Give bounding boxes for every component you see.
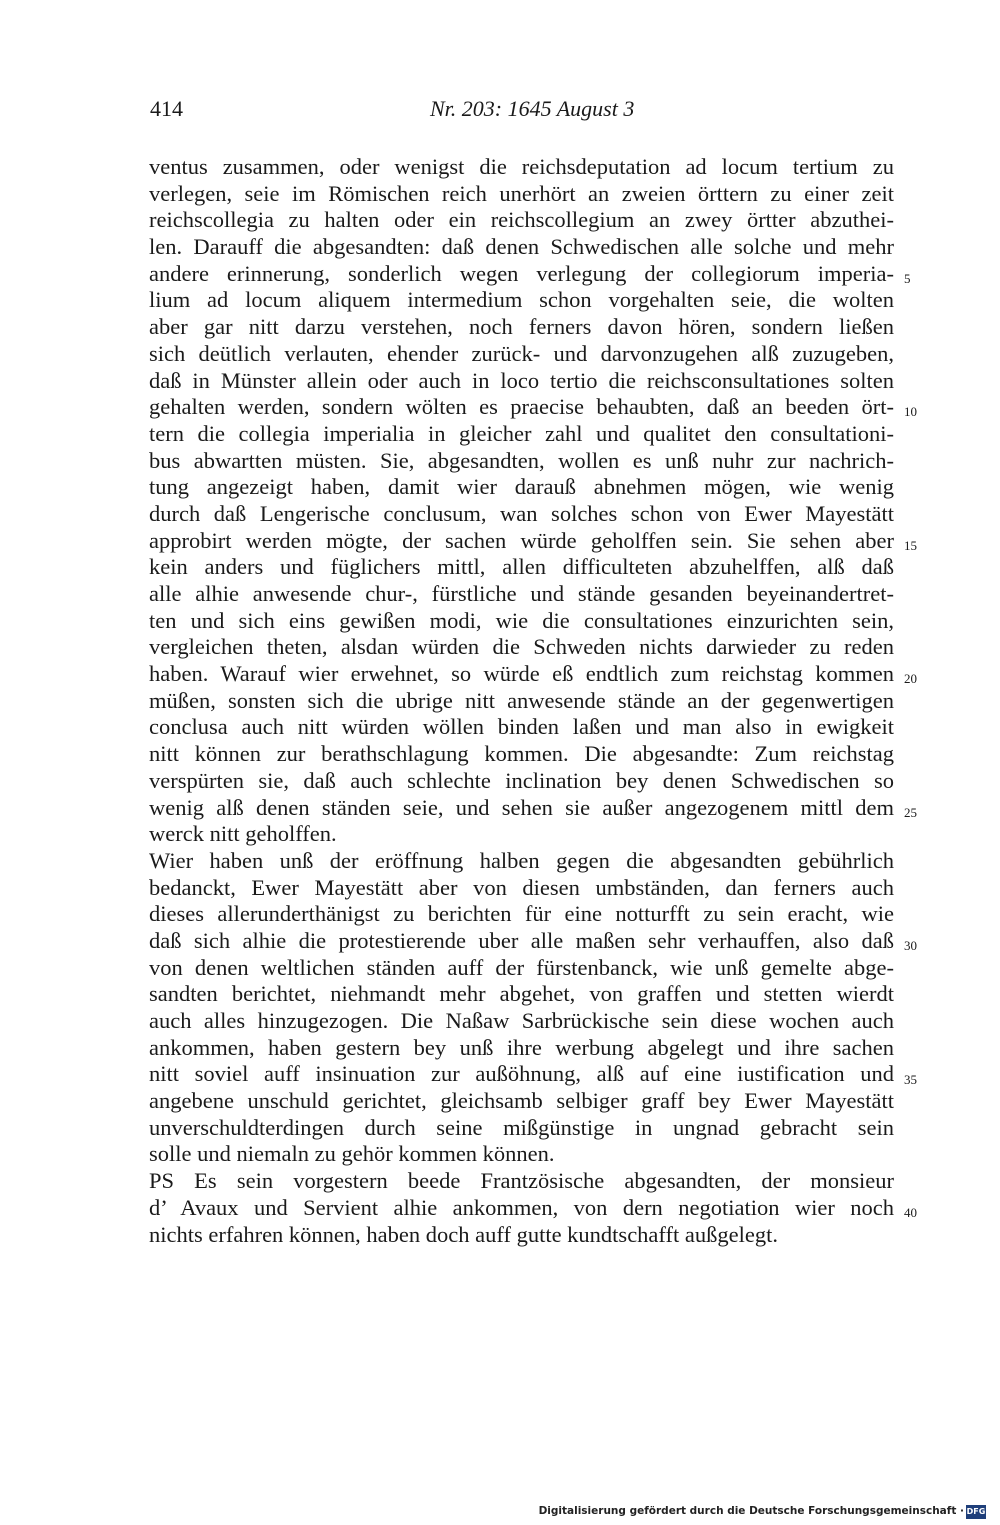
text-line: daß sich alhie die protestierende uber alle maßen sehr verhauffen, also daß	[149, 927, 894, 953]
text-line: verlegen, seie im Römischen reich unerhört an zweien örttern zu einer zeit	[149, 180, 894, 206]
text-line: vergleichen theten, alsdan würden die Schweden nichts darwieder zu reden	[149, 634, 894, 660]
text-line: lium ad locum aliquem intermedium schon vorgehalten seie, die wolten	[149, 287, 894, 313]
line-number: 5	[904, 271, 911, 286]
text-line: durch daß Lengerische conclusum, wan solches schon von Ewer Mayestätt	[149, 500, 894, 526]
text-line: verspürten sie, daß auch schlechte inclination bey denen Schwedischen so	[149, 767, 894, 793]
text-line: reichscollegia zu halten oder ein reichscollegium an zwey örtter abzuthei-	[149, 207, 894, 233]
text-line: wenig alß denen ständen seie, und sehen sie außer angezogenem mittl dem	[149, 794, 894, 820]
text-line: tern die collegia imperialia in gleicher zahl und qualitet den consultationi-	[149, 420, 894, 446]
line-number: 40	[904, 1205, 917, 1220]
credit-text: Digitalisierung gefördert durch die Deutsche Forschungsgemeinschaft ·	[538, 1505, 964, 1517]
text-line: alle alhie anwesende chur-, fürstliche und stände gesanden beyeinandertret-	[149, 581, 894, 606]
text-line: auch alles hinzugezogen. Die Naßaw Sarbrückische sein diese wochen auch	[149, 1008, 894, 1033]
text-line: solle und niemaln zu gehör kommen können.	[149, 1141, 555, 1167]
text-line: kein anders und füglichers mittl, allen difficulteten abzuhelffen, alß daß	[149, 554, 894, 580]
line-number: 30	[904, 938, 917, 953]
text-line: approbirt werden mögte, der sachen würde geholffen sein. Sie sehen aber	[149, 527, 894, 553]
text-line: daß in Münster allein oder auch in loco tertio die reichsconsultationes solten	[149, 367, 894, 393]
text-line: d’ Avaux und Servient alhie ankommen, von dern negotiation wier noch	[149, 1194, 894, 1220]
text-line: aber gar nitt darzu verstehen, noch ferners davon hören, sondern ließen	[149, 314, 894, 340]
dfg-logo: DFG	[966, 1505, 986, 1519]
text-line: sich deütlich verlauten, ehender zurück- und darvonzugehen alß zuzugeben,	[149, 340, 894, 366]
text-line: ventus zusammen, oder wenigst die reichsdeputation ad locum tertium zu	[149, 154, 894, 179]
body-text	[149, 154, 894, 1248]
text-line: sandten berichtet, niehmandt mehr abgehet, von graffen und stetten wierdt	[149, 981, 894, 1007]
text-line: PS Es sein vorgestern beede Frantzösische abgesandten, der monsieur	[149, 1168, 894, 1194]
text-line: bedanckt, Ewer Mayestätt aber von diesen umbständen, dan ferners auch	[149, 874, 894, 900]
page-number: 414	[150, 96, 183, 121]
text-line: tung angezeigt haben, damit wier darauß abnehmen mögen, wie wenig	[149, 474, 894, 500]
text-line: haben. Warauf wier erwehnet, so würde eß endtlich zum reichstag kommen	[149, 661, 894, 687]
text-line: bus abwartten müsten. Sie, abgesandten, wollen es unß nuhr zur nachrich-	[149, 447, 894, 473]
text-line: ten und sich eins gewißen modi, wie die consultationes einzurichten sein,	[149, 607, 894, 633]
line-number: 20	[904, 671, 917, 686]
line-number: 15	[904, 538, 917, 553]
text-line: werck nitt geholffen.	[149, 821, 337, 847]
text-line: unverschuldterdingen durch seine mißgünstige in ungnad gebracht sein	[149, 1114, 894, 1140]
text-line: ankommen, haben gestern bey unß ihre werbung abgelegt und ihre sachen	[149, 1034, 894, 1060]
line-number: 10	[904, 404, 917, 419]
running-title: Nr. 203: 1645 August 3	[430, 96, 635, 121]
text-line: len. Darauff die abgesandten: daß denen Schwedischen alle solche und mehr	[149, 234, 894, 260]
text-line: andere erinnerung, sonderlich wegen verlegung der collegiorum imperia-	[149, 260, 894, 286]
text-line: von denen weltlichen ständen auff der fürstenbanck, wie unß gemelte abge-	[149, 954, 894, 980]
text-line: nitt können zur berathschlagung kommen. Die abgesandte: Zum reichstag	[149, 741, 894, 767]
text-line: nitt soviel auff insinuation zur außöhnung, alß auf eine iustification und	[149, 1061, 894, 1087]
line-number: 35	[904, 1072, 917, 1087]
text-line: müßen, sonsten sich die ubrige nitt anwesende stände an der gegenwertigen	[149, 687, 894, 713]
text-line: dieses allerunderthänigst zu berichten für eine notturfft zu sein eracht, wie	[149, 901, 894, 927]
text-line: gehalten werden, sondern wölten es praecise behaubten, daß an beeden ört-	[149, 394, 894, 420]
line-number: 25	[904, 805, 917, 820]
text-line: Wier haben unß der eröffnung halben gegen die abgesandten gebührlich	[149, 847, 894, 873]
text-line: conclusa auch nitt würden wöllen binden laßen und man also in ewigkeit	[149, 714, 894, 740]
text-line: nichts erfahren können, haben doch auff gutte kundtschafft außgelegt.	[149, 1221, 778, 1247]
text-line: angebene unschuld gerichtet, gleichsamb selbiger graff bey Ewer Mayestätt	[149, 1088, 894, 1114]
digitization-credit	[539, 1505, 964, 1517]
